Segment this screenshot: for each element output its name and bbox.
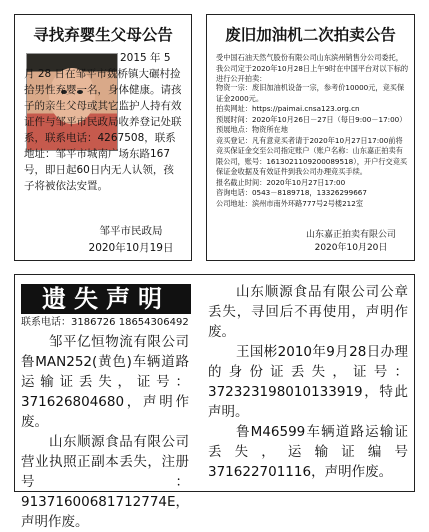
lost-column-right — [208, 282, 408, 482]
abandoned-infant-notice — [14, 14, 192, 261]
auction-item: 公司地址：滨州市南外环路777号2号楼212室 — [216, 198, 364, 208]
auction-signature: 山东嘉正拍卖有限公司 2020年10月20日 — [305, 230, 396, 253]
contact-phone: 联系电话：3186726 18654306492 — [21, 317, 189, 328]
lost-declaration-header: 遗失声明 — [21, 284, 191, 314]
auction-item: 拍卖网址：https://paimai.cnsa123.org.cn — [216, 104, 360, 113]
lost-item: 山东顺源食品有限公司公章丢失，寻回后不再使用，声明作废。 — [208, 284, 408, 340]
auction-item: 物资一宗：废旧加油机设备一宗，参考价10000元，竞买保证金2000元。 — [216, 83, 405, 103]
auction-item-list — [216, 83, 409, 209]
auction-item: 报名截止时间：2020年10月27日17:00 — [216, 177, 346, 187]
lost-item: 邹平亿恒物流有限公司鲁MAN252(黄色)车辆道路运输证丢失，证号：371626804680，声明作废。 — [21, 334, 189, 430]
auction-notice — [206, 14, 415, 261]
auction-item: 预展地点：物资所在地 — [216, 125, 288, 134]
notice-signature: 邹平市民政局 2020年10月19日 — [88, 225, 174, 254]
auction-intro: 受中国石油天然气股份有限公司山东滨州销售分公司委托，我公司定于2020年10月28日上午9时在中国平台对以下标的进行公开拍卖： — [216, 53, 409, 83]
lost-item: 山东顺源食品有限公司营业执照正副本丢失，注册号：91371600681712774E，声明作废。 — [21, 434, 190, 530]
lost-item: 鲁M46599车辆道路运输证丢失，运输证编号371622701116，声明作废。 — [208, 424, 408, 480]
notice-title: 寻找弃婴生父母公告 — [33, 26, 173, 44]
auction-title: 废旧加油机二次拍卖公告 — [225, 26, 396, 44]
auction-item: 咨询电话：0543－8189718，13326299667 — [216, 188, 367, 197]
lost-column-left — [21, 332, 189, 532]
auction-item: 竞买登记：凡有意竞买者请于2020年10月27日17:00前将竞买保证金交至公司指定账户（账户名称：山东嘉正拍卖有限公司，账号：1613021109200089518），开户行交竞买保证金收据及有效证件到我公司办理竞买手续。 — [216, 135, 408, 176]
notice-body: 2015 年 5 月 28 日在邹平市魏桥镇大碾村捡拾男性弃婴一名，身体健康。请孩子的亲生父母或其它监护人持有效证件与邹平市民政局收养登记处联系，联系电话：4267508，联系地址：邹平市城南广场东路167号，即日起60日内无人认领，孩子将被依法安置。 — [24, 52, 182, 192]
auction-item: 预展时间：2020年10月26日－27日（每日9:00－17:00） — [216, 114, 407, 124]
lost-item: 王国彬2010年9月28日办理的身份证丢失，证号：372323198010133919，特此声明。 — [208, 344, 408, 420]
